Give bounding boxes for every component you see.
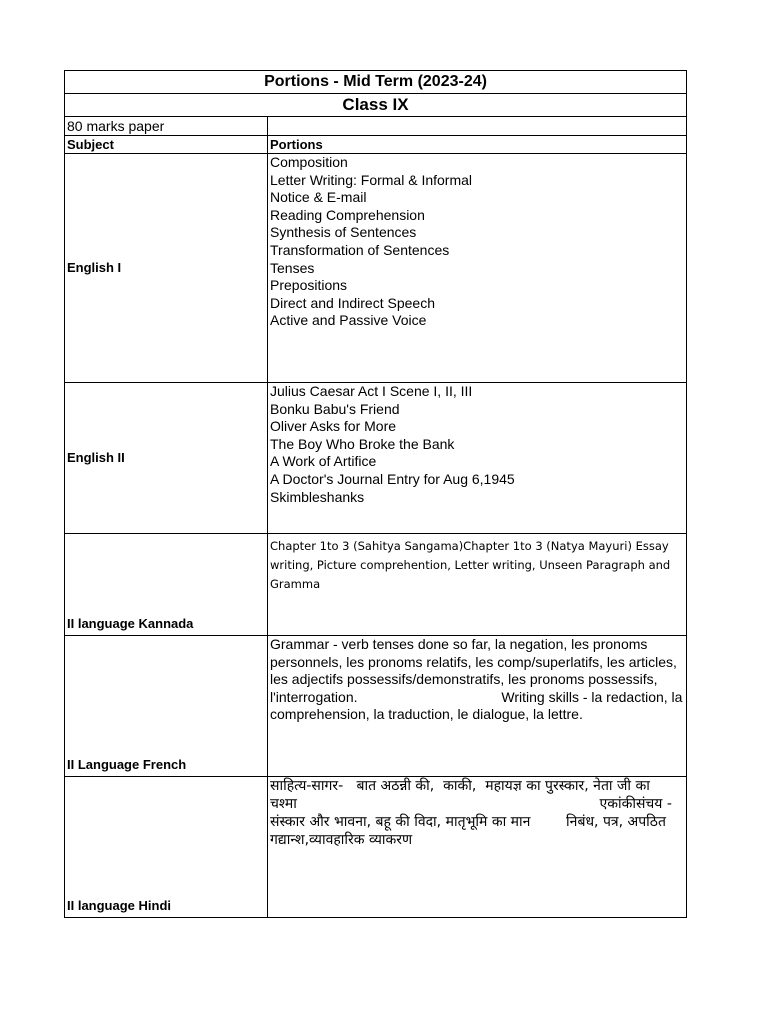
table-row (65, 154, 687, 383)
portion-item: Tenses (270, 259, 315, 276)
empty-cell (268, 117, 687, 136)
portion-item: Transformation of Sentences (270, 241, 450, 258)
portion-item: Notice & E-mail (270, 189, 367, 206)
portion-item: A Work of Artifice (270, 453, 377, 470)
portions-cell: Grammar - verb tenses done so far, la negation, les pronoms personnels, les pronoms relatifs, les comp/superlatifs, les articles, les adjectifs possessifs/demonstratifs, les pronoms possessifs, l'interrogation. Writing skills - la redaction, la comprehension, la traduction, le dialogue, la lettre. (268, 636, 687, 777)
portion-item: Composition (270, 154, 348, 170)
table-row (65, 636, 687, 777)
portion-item: Letter Writing: Formal & Informal (270, 171, 473, 188)
portion-item: Bonku Babu's Friend (270, 400, 400, 417)
column-header-subject: Subject (65, 136, 268, 154)
table-row (65, 534, 687, 636)
subject-cell: II language Hindi (65, 777, 268, 918)
portions-cell (268, 154, 687, 383)
portions-cell (268, 383, 687, 534)
header-row (65, 136, 687, 154)
subject-cell: English I (65, 154, 268, 383)
portion-item: Active and Passive Voice (270, 312, 427, 329)
portion-item: Reading Comprehension (270, 206, 425, 223)
portion-item: Skimbleshanks (270, 488, 365, 505)
subject-cell: II Language French (65, 636, 268, 777)
portions-cell: Chapter 1to 3 (Sahitya Sangama)Chapter 1to 3 (Natya Mayuri) Essay writing, Picture comprehention, Letter writing, Unseen Paragraph and Gramma (268, 534, 687, 636)
title-row (65, 71, 687, 94)
table-row (65, 777, 687, 918)
page-title: Portions - Mid Term (2023-24) (65, 71, 687, 94)
column-header-portions: Portions (268, 136, 687, 154)
subject-cell: II language Kannada (65, 534, 268, 636)
portion-item: Synthesis of Sentences (270, 224, 417, 241)
portion-item: A Doctor's Journal Entry for Aug 6,1945 (270, 470, 515, 487)
portion-item: Julius Caesar Act I Scene I, II, III (270, 383, 473, 399)
portion-item: Direct and Indirect Speech (270, 294, 435, 311)
portion-item: Oliver Asks for More (270, 418, 397, 435)
portion-item: Prepositions (270, 277, 348, 294)
portions-sheet (64, 70, 686, 918)
paper-note-row (65, 117, 687, 136)
portion-item: चश्मा एकांकीसंचय - (270, 796, 672, 812)
class-label: Class IX (65, 94, 687, 117)
portion-item: गद्यान्श,व्यावहारिक व्याकरण (270, 832, 413, 848)
table-row (65, 383, 687, 534)
class-row (65, 94, 687, 117)
portion-item: संस्कार और भावना, बहू की विदा, मातृभूमि का मान निबंध, पत्र, अपठित (270, 814, 666, 830)
portion-item: साहित्य-सागर- बात अठन्नी की, काकी, महायज्ञ का पुरस्कार, नेता जी का (270, 778, 650, 794)
subject-cell: English II (65, 383, 268, 534)
paper-note: 80 marks paper (65, 117, 268, 136)
portions-cell (268, 777, 687, 918)
portion-item: The Boy Who Broke the Bank (270, 435, 455, 452)
portions-table (64, 70, 687, 918)
